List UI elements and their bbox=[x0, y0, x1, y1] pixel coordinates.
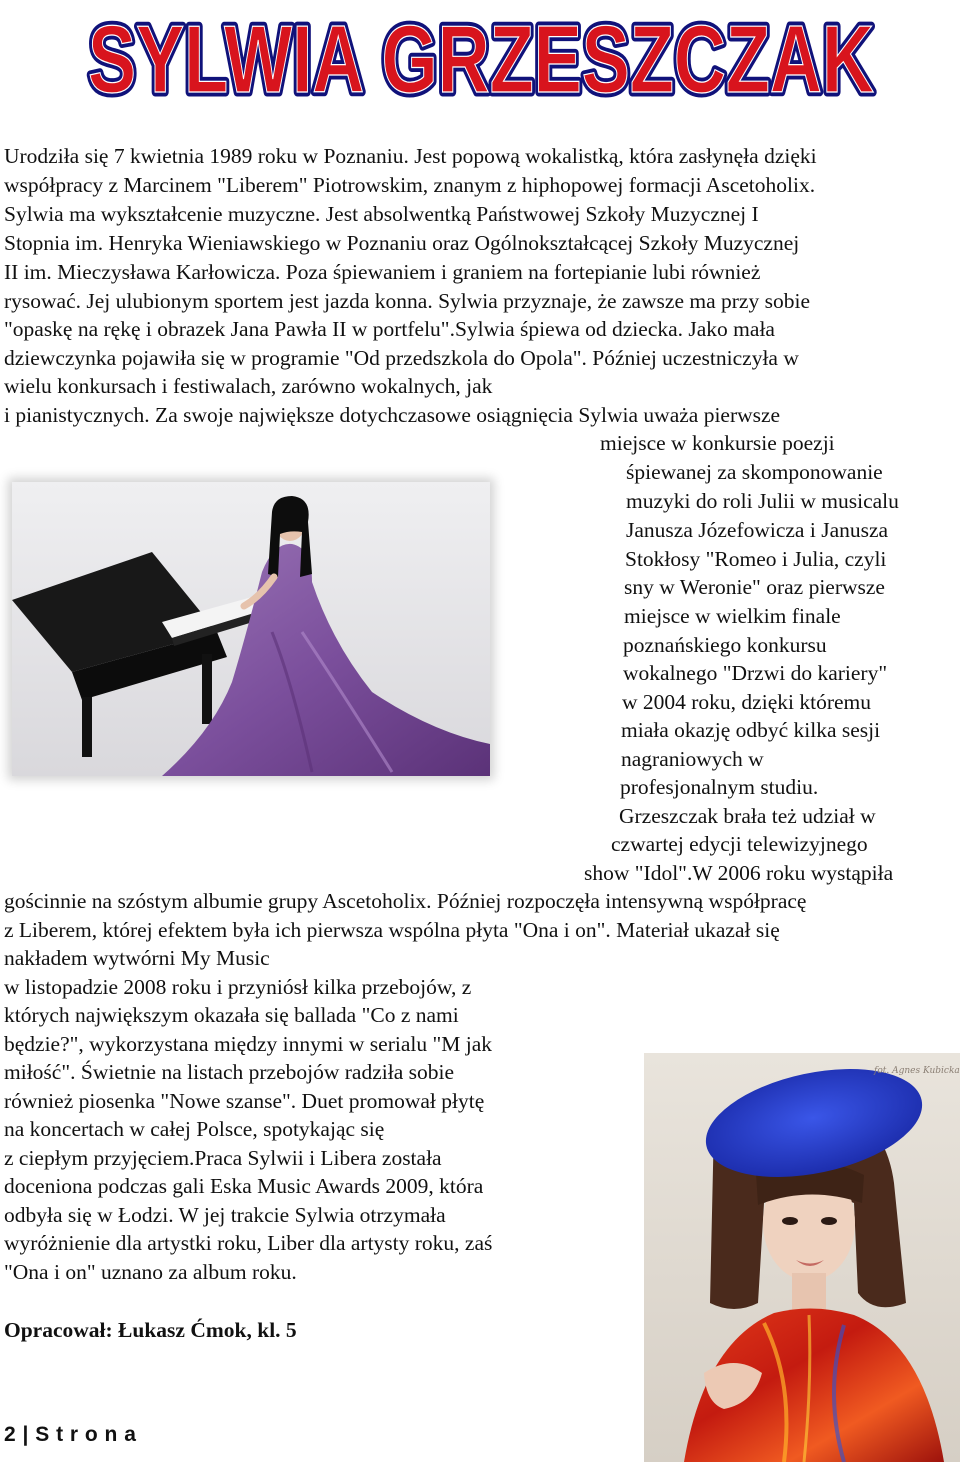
text-line: i pianistycznych. Za swoje największe dotychczasowe osiągnięcia Sylwia uważa pierwsze bbox=[4, 403, 781, 427]
text-line: show "Idol".W 2006 roku wystąpiła bbox=[584, 861, 894, 885]
portrait-photo bbox=[644, 1053, 960, 1462]
text-line: również piosenka "Nowe szanse". Duet promował płytę bbox=[4, 1089, 485, 1113]
text-line: będzie?", wykorzystana między innymi w serialu "M jak bbox=[4, 1032, 493, 1056]
text-line: nagraniowych w bbox=[621, 747, 764, 771]
text-line: miejsce w wielkim finale bbox=[624, 604, 841, 628]
text-line: miała okazję odbyć kilka sesji bbox=[621, 718, 881, 742]
text-line: w 2004 roku, dzięki któremu bbox=[622, 690, 871, 714]
text-line: Janusza Józefowicza i Janusza bbox=[626, 518, 889, 542]
text-line: z Liberem, której efektem była ich pierwsza wspólna płyta "Ona i on". Materiał ukazał się bbox=[4, 918, 780, 942]
text-line: współpracy z Marcinem "Liberem" Piotrowskim, znanym z hiphopowej formacji Ascetoholix. bbox=[4, 173, 816, 197]
photo-watermark: fot. Agnes Kubicka bbox=[874, 1066, 960, 1076]
text-line: wokalnego "Drzwi do kariery" bbox=[623, 661, 888, 685]
text-line: Stokłosy "Romeo i Julia, czyli bbox=[625, 547, 887, 571]
text-line: wyróżnienie dla artystki roku, Liber dla artysty roku, zaś bbox=[4, 1231, 493, 1255]
author-credit: Opracował: Łukasz Ćmok, kl. 5 bbox=[4, 1318, 297, 1342]
page-title bbox=[0, 0, 960, 112]
text-line: z ciepłym przyjęciem.Praca Sylwii i Libera została bbox=[4, 1146, 442, 1170]
text-line: muzyki do roli Julii w musicalu bbox=[626, 489, 899, 513]
text-line: nakładem wytwórni My Music bbox=[4, 946, 270, 970]
text-line: Grzeszczak brała też udział w bbox=[619, 804, 876, 828]
text-line: Urodziła się 7 kwietnia 1989 roku w Poznaniu. Jest popową wokalistką, która zasłynęła dzięki bbox=[4, 144, 817, 168]
text-line: Sylwia ma wykształcenie muzyczne. Jest absolwentką Państwowej Szkoły Muzycznej I bbox=[4, 202, 759, 226]
text-line: doceniona podczas gali Eska Music Awards 2009, która bbox=[4, 1174, 484, 1198]
text-line: miłość". Świetnie na listach przebojów radziła sobie bbox=[4, 1060, 454, 1084]
text-line: gościnnie na szóstym albumie grupy Ascetoholix. Później rozpoczęła intensywną współpracę bbox=[4, 889, 807, 913]
text-line: miejsce w konkursie poezji bbox=[600, 431, 835, 455]
text-line: których największym okazała się ballada "Co z nami bbox=[4, 1003, 459, 1027]
text-line: odbyła się w Łodzi. W jej trakcie Sylwia otrzymała bbox=[4, 1203, 446, 1227]
page-number: 2 | S t r o n a bbox=[4, 1423, 137, 1446]
title-text-fill: SYLWIA GRZESZCZAK bbox=[88, 6, 874, 112]
text-line: czwartej edycji telewizyjnego bbox=[611, 832, 868, 856]
text-line: poznańskiego konkursu bbox=[623, 633, 827, 657]
text-line: na koncertach w całej Polsce, spotykając się bbox=[4, 1117, 385, 1141]
piano-photo bbox=[12, 482, 490, 776]
text-line: śpiewanej za skomponowanie bbox=[626, 460, 883, 484]
text-line: "opaskę na rękę i obrazek Jana Pawła II w portfelu".Sylwia śpiewa od dziecka. Jako mała bbox=[4, 317, 775, 341]
text-line: wielu konkursach i festiwalach, zarówno wokalnych, jak bbox=[4, 374, 493, 398]
text-line: "Ona i on" uznano za album roku. bbox=[4, 1260, 297, 1284]
text-line: rysować. Jej ulubionym sportem jest jazda konna. Sylwia przyznaje, że zawsze ma przy sobie bbox=[4, 289, 810, 313]
text-line: sny w Weronie" oraz pierwsze bbox=[624, 575, 885, 599]
text-line: II im. Mieczysława Karłowicza. Poza śpiewaniem i graniem na fortepianie lubi również bbox=[4, 260, 761, 284]
text-line: w listopadzie 2008 roku i przyniósł kilka przebojów, z bbox=[4, 975, 472, 999]
text-line: profesjonalnym studiu. bbox=[620, 775, 819, 799]
title-wordart bbox=[0, 0, 960, 112]
text-line: Stopnia im. Henryka Wieniawskiego w Poznaniu oraz Ogólnokształcącej Szkoły Muzycznej bbox=[4, 231, 800, 255]
text-line: dziewczynka pojawiła się w programie "Od przedszkola do Opola". Później uczestniczyła w bbox=[4, 346, 799, 370]
title-text-shadow: SYLWIA GRZESZCZAK bbox=[88, 6, 874, 112]
